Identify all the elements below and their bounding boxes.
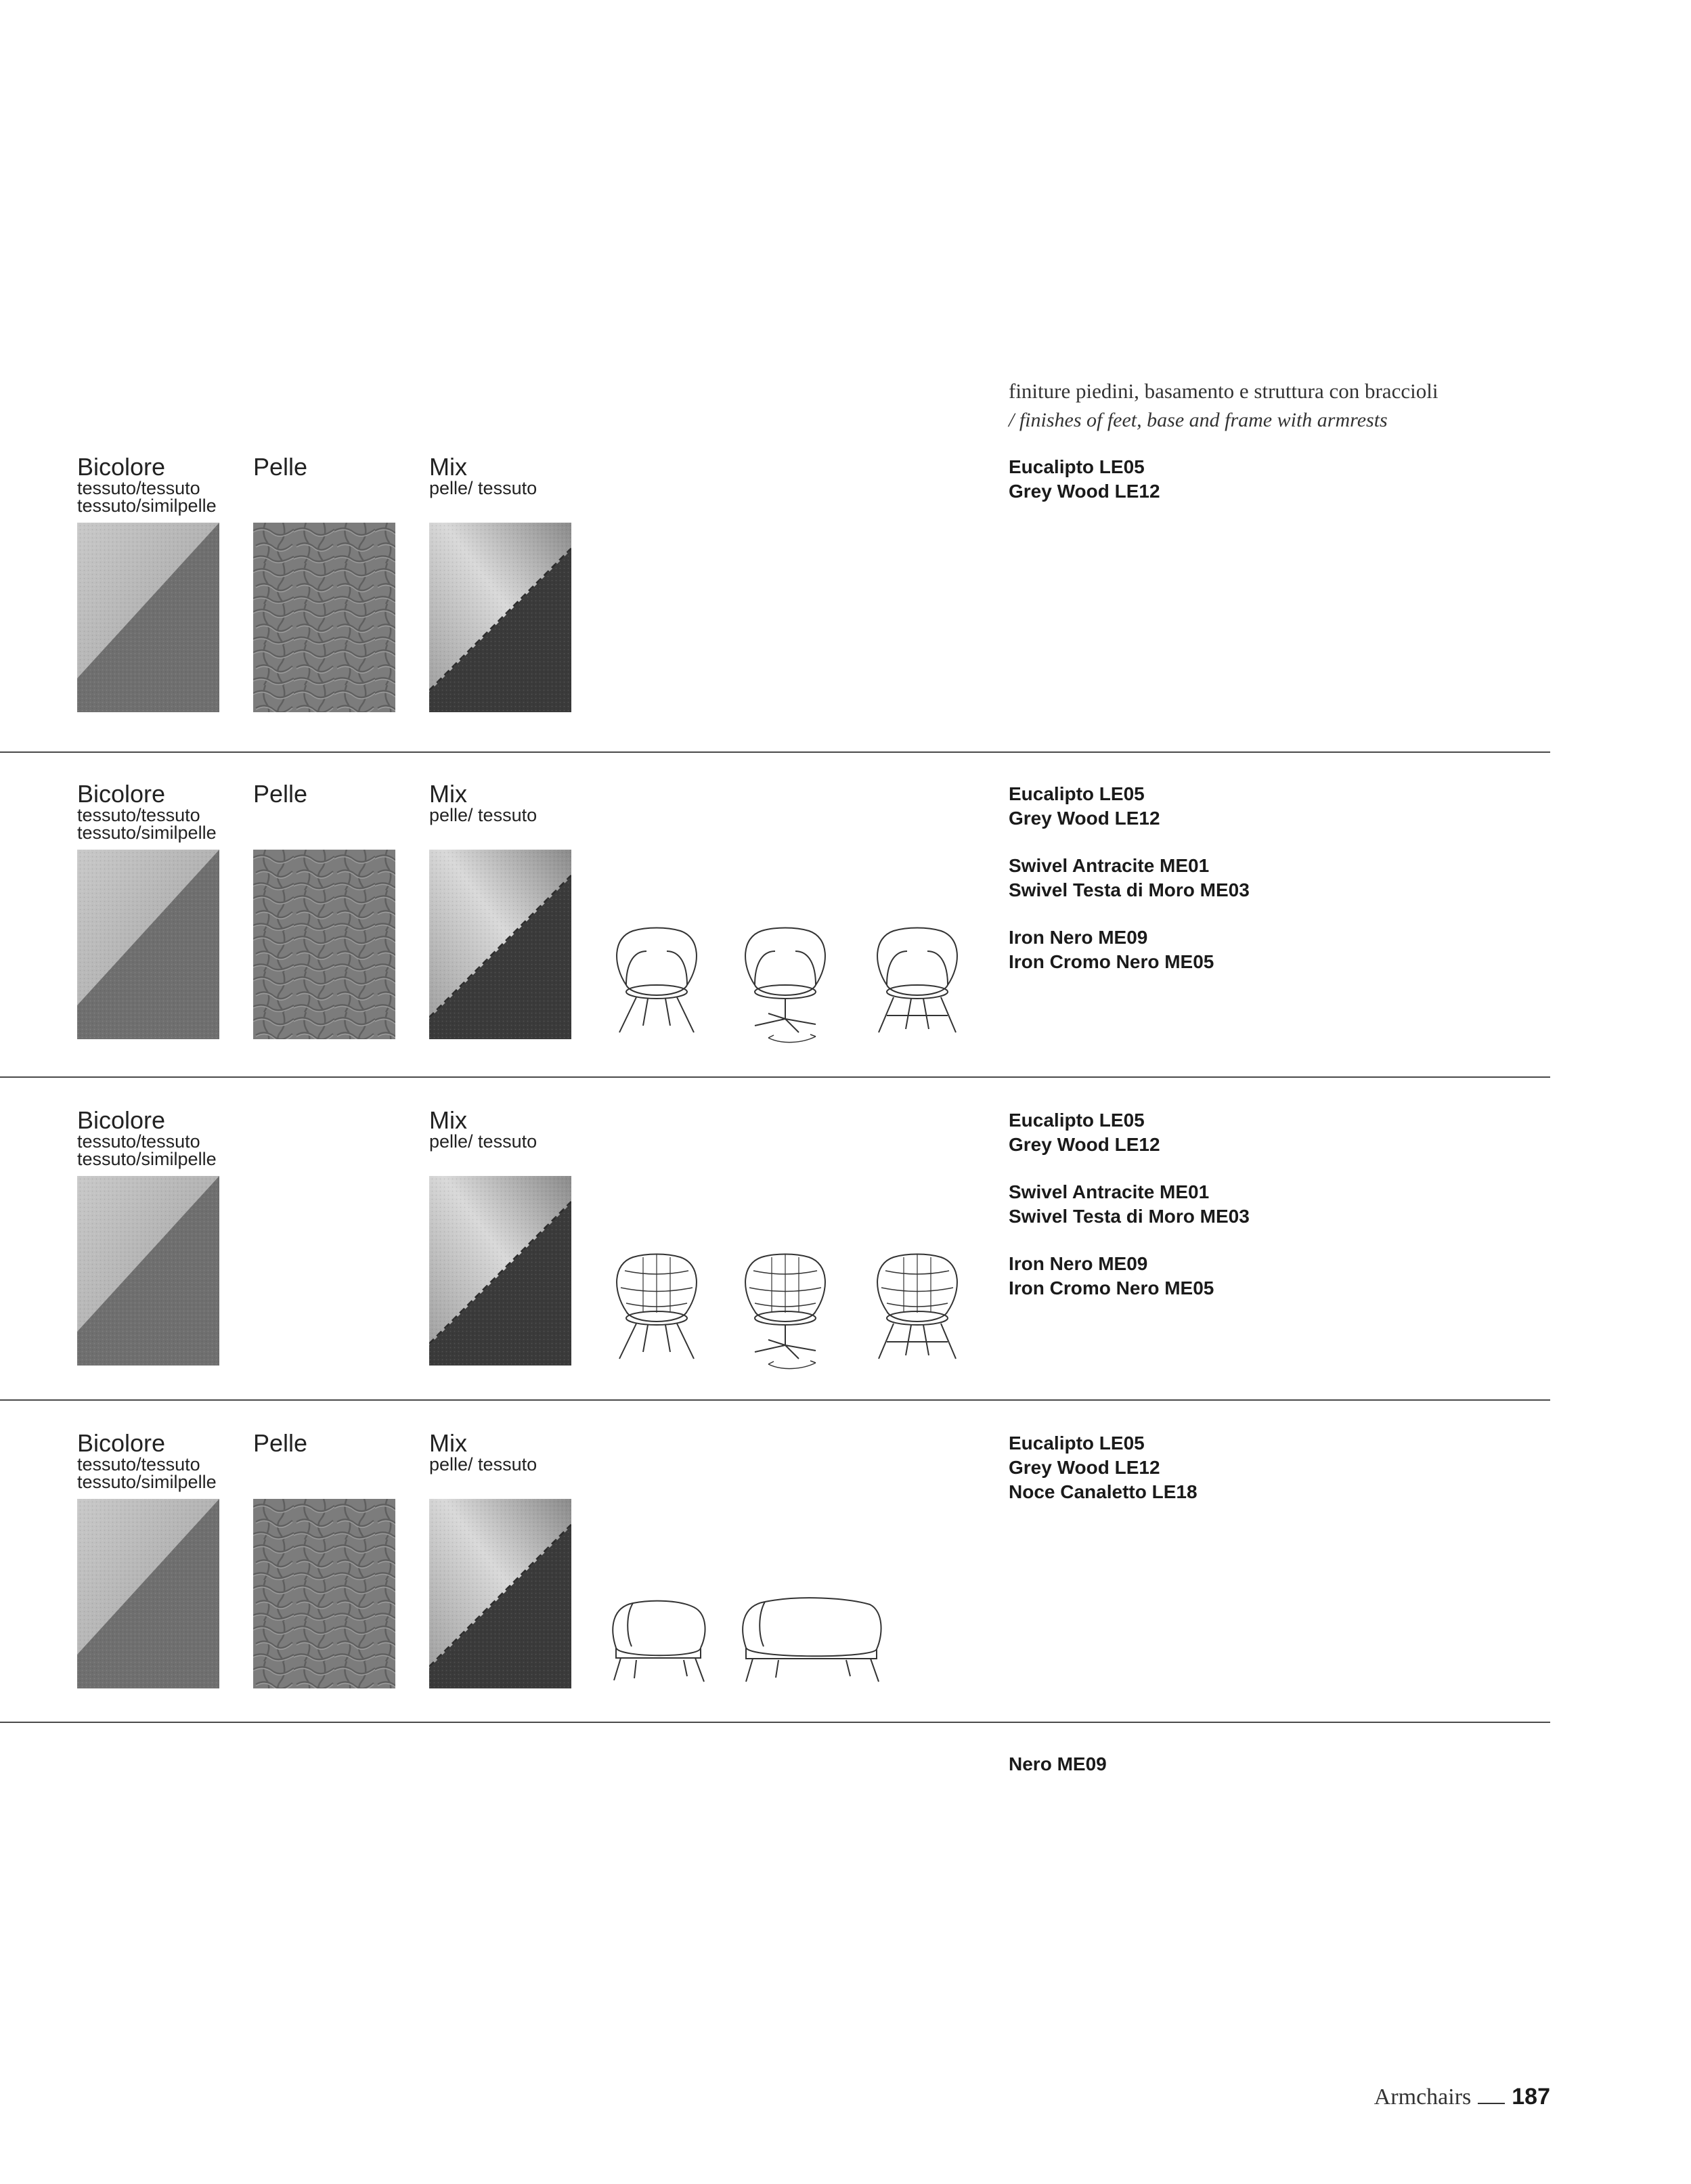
bicolore-label: Bicolore (77, 1429, 166, 1457)
bicolore-sub-2: tessuto/similpelle (77, 1149, 217, 1169)
quilted-wingback-iron-drawing (866, 1250, 968, 1369)
finish-group (1009, 1180, 1537, 1229)
lounge-armchair-drawing (606, 1594, 714, 1692)
mix-column (429, 782, 537, 824)
finish-item: Grey Wood LE12 (1009, 808, 1160, 829)
finishes-list (1009, 782, 1537, 997)
mix-label: Mix (429, 453, 467, 481)
finish-item: Eucalipto LE05 (1009, 783, 1145, 804)
finish-section-1 (0, 455, 1550, 753)
finish-item: Swivel Testa di Moro ME03 (1009, 1206, 1250, 1227)
finishes-list (1009, 1108, 1537, 1324)
mix-label: Mix (429, 780, 467, 808)
pelle-label: Pelle (253, 1429, 308, 1457)
finish-item: Iron Nero ME09 (1009, 1253, 1148, 1274)
finish-item: Iron Cromo Nero ME05 (1009, 951, 1214, 972)
finishes-list (1009, 1431, 1537, 1527)
finish-item: Grey Wood LE12 (1009, 481, 1160, 502)
bicolore-column (77, 782, 217, 842)
finishes-list (1009, 455, 1537, 527)
section-divider (0, 1076, 1550, 1078)
finish-group (1009, 782, 1537, 831)
pelle-column (253, 455, 307, 479)
finish-group (1009, 1752, 1537, 1776)
finish-section-5 (0, 1752, 1550, 1793)
section-divider (0, 751, 1550, 753)
pelle-label: Pelle (253, 453, 308, 481)
section-divider (0, 1399, 1550, 1401)
finish-section-2 (0, 782, 1550, 1073)
finish-item: Eucalipto LE05 (1009, 1433, 1145, 1454)
bicolore-swatch (77, 523, 219, 712)
finishes-list (1009, 1752, 1537, 1799)
finish-group (1009, 1252, 1537, 1301)
finishes-header-italian: finiture piedini, basamento e struttura con braccioli (1009, 379, 1439, 403)
bicolore-swatch (77, 850, 219, 1039)
bicolore-column (77, 1431, 217, 1491)
finish-section-3 (0, 1108, 1550, 1399)
finish-item: Nero ME09 (1009, 1753, 1107, 1774)
mix-label: Mix (429, 1429, 467, 1457)
mix-column (429, 1108, 537, 1150)
bicolore-sub-2: tessuto/similpelle (77, 823, 217, 843)
pelle-swatch (253, 523, 395, 712)
wingback-chair-wood-legs-drawing (606, 924, 707, 1043)
mix-sub-1: pelle/ tessuto (429, 478, 537, 498)
mix-sub-1: pelle/ tessuto (429, 1454, 537, 1475)
finish-group (1009, 925, 1537, 974)
bicolore-swatch (77, 1499, 219, 1688)
finish-item: Iron Cromo Nero ME05 (1009, 1277, 1214, 1298)
pelle-column (253, 782, 307, 806)
pelle-swatch (253, 1499, 395, 1688)
finishes-header (1009, 376, 1550, 435)
finish-group (1009, 854, 1537, 902)
quilted-wingback-swivel-drawing (734, 1250, 836, 1382)
page-number: 187 (1512, 2084, 1550, 2110)
two-seat-sofa-drawing (738, 1594, 887, 1692)
finish-group (1009, 1431, 1537, 1504)
bicolore-sub-1: tessuto/tessuto (77, 1131, 200, 1152)
bicolore-label: Bicolore (77, 453, 166, 481)
wingback-chair-swivel-drawing (734, 924, 836, 1056)
mix-swatch (429, 1499, 571, 1688)
page-footer (1374, 2084, 1550, 2110)
bicolore-column (77, 1108, 217, 1168)
mix-swatch (429, 523, 571, 712)
bicolore-sub-2: tessuto/similpelle (77, 496, 217, 516)
mix-swatch (429, 1176, 571, 1366)
mix-sub-1: pelle/ tessuto (429, 805, 537, 825)
bicolore-column (77, 455, 217, 515)
bicolore-sub-1: tessuto/tessuto (77, 1454, 200, 1475)
mix-sub-1: pelle/ tessuto (429, 1131, 537, 1152)
mix-column (429, 1431, 537, 1473)
mix-column (429, 455, 537, 497)
bicolore-label: Bicolore (77, 780, 166, 808)
mix-label: Mix (429, 1106, 467, 1134)
bicolore-sub-2: tessuto/similpelle (77, 1472, 217, 1492)
finish-item: Grey Wood LE12 (1009, 1134, 1160, 1155)
finishes-header-english: / finishes of feet, base and frame with armrests (1009, 409, 1388, 431)
finish-item: Grey Wood LE12 (1009, 1457, 1160, 1478)
finish-item: Swivel Antracite ME01 (1009, 1181, 1210, 1202)
finish-item: Swivel Testa di Moro ME03 (1009, 879, 1250, 900)
pelle-swatch (253, 850, 395, 1039)
finish-item: Iron Nero ME09 (1009, 927, 1148, 948)
bicolore-label: Bicolore (77, 1106, 166, 1134)
pelle-label: Pelle (253, 780, 308, 808)
pelle-column (253, 1431, 307, 1456)
finish-item: Eucalipto LE05 (1009, 1110, 1145, 1131)
bicolore-sub-1: tessuto/tessuto (77, 478, 200, 498)
quilted-wingback-wood-legs-drawing (606, 1250, 707, 1369)
finish-group (1009, 1108, 1537, 1157)
bicolore-swatch (77, 1176, 219, 1366)
bicolore-sub-1: tessuto/tessuto (77, 805, 200, 825)
footer-dash (1478, 2103, 1505, 2104)
finish-item: Swivel Antracite ME01 (1009, 855, 1210, 876)
finish-item: Noce Canaletto LE18 (1009, 1481, 1198, 1502)
footer-section-name: Armchairs (1374, 2084, 1472, 2110)
finish-section-4 (0, 1431, 1550, 1722)
wingback-chair-iron-drawing (866, 924, 968, 1043)
finish-group (1009, 455, 1537, 504)
mix-swatch (429, 850, 571, 1039)
section-divider (0, 1722, 1550, 1723)
finish-item: Eucalipto LE05 (1009, 456, 1145, 477)
